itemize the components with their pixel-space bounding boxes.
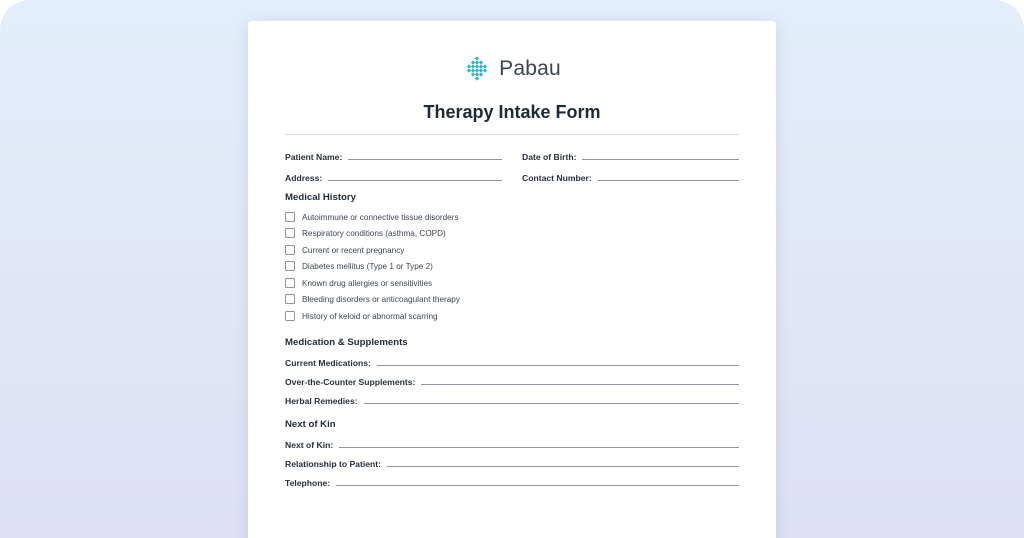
form-title: Therapy Intake Form bbox=[423, 102, 601, 122]
patient-name-field[interactable] bbox=[285, 150, 502, 162]
checklist-item[interactable] bbox=[285, 212, 459, 222]
checklist-item-label: Respiratory conditions (asthma, COPD) bbox=[302, 228, 446, 238]
checklist-item-label: Diabetes mellitus (Type 1 or Type 2) bbox=[302, 261, 433, 271]
contact-number-label: Contact Number: bbox=[522, 173, 592, 183]
checklist-item[interactable] bbox=[285, 261, 433, 271]
checkbox[interactable] bbox=[285, 261, 295, 271]
patient-name-line[interactable] bbox=[348, 159, 502, 160]
medication-heading: Medication & Supplements bbox=[285, 337, 408, 348]
checklist-item-label: Known drug allergies or sensitivities bbox=[302, 278, 433, 288]
next-of-kin-line[interactable] bbox=[339, 447, 739, 448]
date-of-birth-line[interactable] bbox=[582, 159, 739, 160]
pabau-diamond-logo-icon bbox=[463, 56, 491, 82]
relationship-field[interactable] bbox=[285, 457, 739, 469]
telephone-label: Telephone: bbox=[285, 478, 331, 488]
telephone-line[interactable] bbox=[336, 485, 739, 486]
checklist-item-label: History of keloid or abnormal scarring bbox=[302, 311, 438, 321]
contact-number-field[interactable] bbox=[522, 171, 739, 183]
next-of-kin-field[interactable] bbox=[285, 438, 739, 450]
checkbox[interactable] bbox=[285, 228, 295, 238]
medical-history-heading: Medical History bbox=[285, 192, 356, 203]
address-label: Address: bbox=[285, 173, 323, 183]
herbal-remedies-field[interactable] bbox=[285, 394, 739, 406]
checklist-item[interactable] bbox=[285, 245, 404, 255]
brand-name: Pabau bbox=[499, 57, 561, 80]
checkbox[interactable] bbox=[285, 311, 295, 321]
checklist-item-label: Bleeding disorders or anticoagulant therapy bbox=[302, 294, 460, 304]
brand-logo bbox=[248, 56, 776, 82]
address-line[interactable] bbox=[328, 180, 502, 181]
intake-form-sheet bbox=[248, 21, 776, 538]
relationship-label: Relationship to Patient: bbox=[285, 459, 381, 469]
next-of-kin-label: Next of Kin: bbox=[285, 440, 334, 450]
checkbox[interactable] bbox=[285, 245, 295, 255]
relationship-line[interactable] bbox=[387, 466, 739, 467]
next-of-kin-heading: Next of Kin bbox=[285, 419, 336, 430]
checkbox[interactable] bbox=[285, 212, 295, 222]
checklist-item[interactable] bbox=[285, 311, 438, 321]
checklist-item-label: Autoimmune or connective tissue disorders bbox=[302, 212, 459, 222]
checklist-item-label: Current or recent pregnancy bbox=[302, 245, 405, 255]
herbal-remedies-line[interactable] bbox=[364, 403, 739, 404]
checkbox[interactable] bbox=[285, 294, 295, 304]
title-divider bbox=[285, 134, 739, 135]
current-medications-label: Current Medications: bbox=[285, 358, 371, 368]
telephone-field[interactable] bbox=[285, 476, 739, 488]
patient-name-label: Patient Name: bbox=[285, 152, 343, 162]
otc-supplements-field[interactable] bbox=[285, 375, 739, 387]
current-medications-line[interactable] bbox=[377, 365, 739, 366]
contact-number-line[interactable] bbox=[598, 180, 739, 181]
checklist-item[interactable] bbox=[285, 278, 432, 288]
otc-supplements-label: Over-the-Counter Supplements: bbox=[285, 377, 416, 387]
checkbox[interactable] bbox=[285, 278, 295, 288]
checklist-item[interactable] bbox=[285, 228, 446, 238]
date-of-birth-label: Date of Birth: bbox=[522, 152, 577, 162]
date-of-birth-field[interactable] bbox=[522, 150, 739, 162]
herbal-remedies-label: Herbal Remedies: bbox=[285, 396, 358, 406]
otc-supplements-line[interactable] bbox=[421, 384, 739, 385]
current-medications-field[interactable] bbox=[285, 356, 739, 368]
address-field[interactable] bbox=[285, 171, 502, 183]
checklist-item[interactable] bbox=[285, 294, 460, 304]
